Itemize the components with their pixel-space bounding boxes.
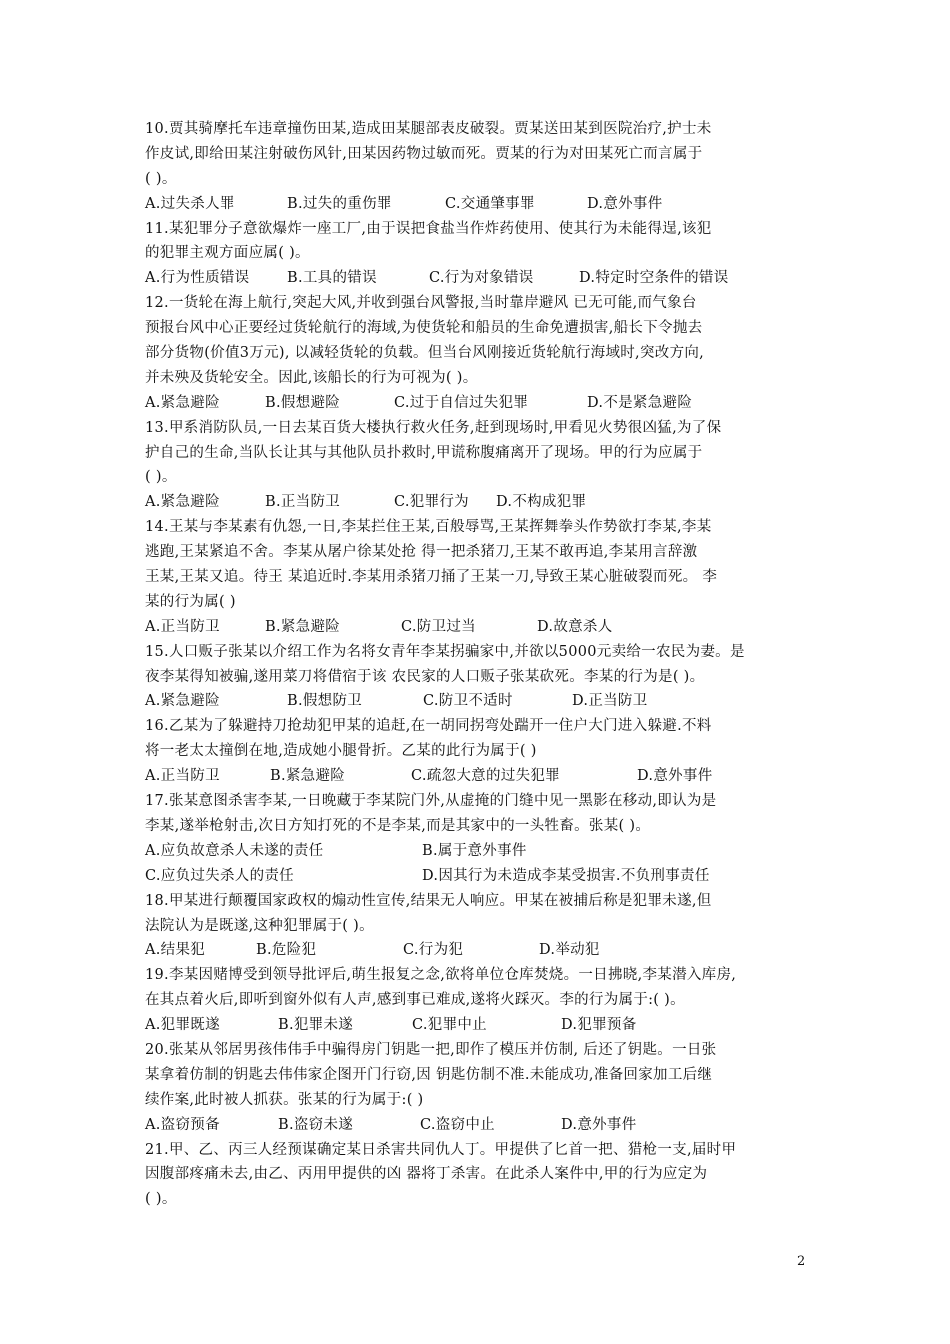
answer-option: A.正当防卫 bbox=[145, 768, 220, 785]
answer-option: A.结果犯 bbox=[145, 942, 206, 959]
question-text-line: 某的行为属( ) bbox=[145, 593, 236, 610]
question-text-line: 10.贾其骑摩托车违章撞伤田某,造成田某腿部表皮破裂。贾某送田某到医院治疗,护士未 bbox=[145, 121, 712, 137]
answer-option: A.应负故意杀人未遂的责任 bbox=[145, 842, 324, 859]
question-text-line: 将一老太太撞倒在地,造成她小腿骨折。乙某的此行为属于( ) bbox=[145, 743, 537, 760]
question-text-line: 14.王某与李某素有仇怨,一日,李某拦住王某,百般辱骂,王某挥舞拳头作势欲打李某,李某 bbox=[145, 519, 712, 536]
answer-option: B.工具的错误 bbox=[287, 270, 377, 287]
question-block bbox=[145, 963, 805, 1038]
answer-option: C.交通肇事罪 bbox=[445, 195, 535, 212]
question-text-line: ( )。 bbox=[145, 469, 177, 486]
question-text-line: 17.张某意图杀害李某,一日晚藏于李某院门外,从虚掩的门缝中见一黑影在移动,即认为是 bbox=[145, 793, 717, 810]
answer-option: D.不构成犯罪 bbox=[496, 494, 587, 511]
answer-option: C.疏忽大意的过失犯罪 bbox=[411, 768, 560, 785]
answer-options-row bbox=[145, 764, 805, 789]
answer-option: D.因其行为未造成李某受损害.不负刑事责任 bbox=[422, 867, 710, 884]
answer-option: D.犯罪预备 bbox=[561, 1017, 637, 1034]
answer-option: A.过失杀人罪 bbox=[145, 195, 235, 212]
question-block bbox=[145, 217, 805, 292]
answer-options-row bbox=[145, 615, 805, 640]
question-text-line: 16.乙某为了躲避持刀抢劫犯甲某的追赶,在一胡同拐弯处踹开一住户大门进入躲避.不料 bbox=[145, 718, 712, 735]
question-text-line: 法院认为是既遂,这种犯罪属于( )。 bbox=[145, 917, 374, 934]
answer-option: D.举动犯 bbox=[539, 942, 600, 959]
question-text-line: 11.某犯罪分子意欲爆炸一座工厂,由于误把食盐当作炸药使用、使其行为未能得逞,该犯 bbox=[145, 220, 712, 237]
answer-option: B.过失的重伤罪 bbox=[287, 195, 392, 212]
question-text-line: 因腹部疼痛未去,由乙、丙用甲提供的凶 器将丁杀害。在此杀人案件中,甲的行为应定为 bbox=[145, 1166, 708, 1183]
answer-option: D.正当防卫 bbox=[572, 693, 648, 710]
answer-option: C.盗窃中止 bbox=[420, 1116, 495, 1133]
answer-option: D.故意杀人 bbox=[537, 618, 613, 635]
question-text-line: 逃跑,王某紧追不舍。李某从屠户徐某处抢 得一把杀猪刀,王某不敢再追,李某用言辞激 bbox=[145, 544, 698, 561]
answer-option: D.特定时空条件的错误 bbox=[579, 270, 729, 287]
question-text-line: 20.张某从邻居男孩伟伟手中骗得房门钥匙一把,即作了模压并仿制, 后还了钥匙。一日张 bbox=[145, 1041, 717, 1058]
answer-option: A.紧急避险 bbox=[145, 693, 220, 710]
answer-option: C.过于自信过失犯罪 bbox=[394, 394, 529, 411]
answer-options-row bbox=[145, 1013, 805, 1038]
question-text-line: 护自己的生命,当队长让其与其他队员扑救时,甲谎称腹痛离开了现场。甲的行为应属于 bbox=[145, 444, 703, 461]
question-text-line: ( )。 bbox=[145, 170, 177, 187]
question-text-line: 19.李某因赌博受到领导批评后,萌生报复之念,欲将单位仓库焚烧。一日拂晓,李某潜入库房, bbox=[145, 967, 737, 984]
answer-option: C.应负过失杀人的责任 bbox=[145, 867, 294, 884]
question-text-line: 某拿着仿制的钥匙去伟伟家企图开门行窃,因 钥匙仿制不准.未能成功,准备回家加工后继 bbox=[145, 1066, 713, 1083]
answer-options-row bbox=[145, 1113, 805, 1138]
answer-options-row bbox=[145, 839, 805, 864]
question-text-line: 夜李某得知被骗,遂用菜刀将借宿于该 农民家的人口贩子张某砍死。李某的行为是( )。 bbox=[145, 668, 705, 685]
answer-options-row bbox=[145, 192, 805, 217]
answer-options-row bbox=[145, 490, 805, 515]
answer-options-row bbox=[145, 266, 805, 291]
question-block bbox=[145, 789, 805, 889]
question-block bbox=[145, 714, 805, 789]
question-text-line: 并未殃及货轮安全。因此,该船长的行为可视为( )。 bbox=[145, 369, 478, 386]
question-text-line: 15.人口贩子张某以介绍工作为名将女青年李某拐骗家中,并欲以5000元卖给一农民为妻。是 bbox=[145, 643, 745, 660]
answer-option: D.意外事件 bbox=[637, 768, 713, 785]
answer-option: A.紧急避险 bbox=[145, 394, 220, 411]
question-text-line: 部分货物(价值3万元), 以减轻货轮的负载。但当台风刚接近货轮航行海域时,突改方向, bbox=[145, 345, 705, 362]
answer-options-row bbox=[145, 938, 805, 963]
question-text-line: 续作案,此时被人抓获。张某的行为属于:( ) bbox=[145, 1091, 424, 1108]
question-block bbox=[145, 640, 805, 715]
answer-option: D.意外事件 bbox=[561, 1116, 637, 1133]
answer-option: B.假想防卫 bbox=[287, 693, 363, 710]
answer-option: C.犯罪中止 bbox=[412, 1017, 487, 1034]
answer-option: B.正当防卫 bbox=[265, 494, 341, 511]
answer-options-row bbox=[145, 391, 805, 416]
answer-option: C.防卫过当 bbox=[401, 618, 476, 635]
answer-option: D.意外事件 bbox=[587, 195, 663, 212]
answer-option: C.行为犯 bbox=[403, 942, 464, 959]
answer-option: B.属于意外事件 bbox=[422, 842, 527, 859]
question-text-line: 21.甲、乙、丙三人经预谋确定某日杀害共同仇人丁。甲提供了匕首一把、猎枪一支,届时甲 bbox=[145, 1141, 737, 1158]
answer-option: A.行为性质错误 bbox=[145, 270, 250, 287]
question-block bbox=[145, 515, 805, 639]
question-text-line: 12.一货轮在海上航行,突起大风,并收到强台风警报,当时靠岸避风 已无可能,而气象台 bbox=[145, 295, 697, 312]
answer-option: B.盗窃未遂 bbox=[278, 1116, 354, 1133]
question-block bbox=[145, 117, 805, 217]
answer-option: D.不是紧急避险 bbox=[587, 394, 693, 411]
answer-option: A.犯罪既遂 bbox=[145, 1017, 220, 1034]
question-text-line: 的犯罪主观方面应属( )。 bbox=[145, 245, 310, 262]
question-text-line: 作皮试,即给田某注射破伤风针,田某因药物过敏而死。贾某的行为对田某死亡而言属于 bbox=[145, 145, 703, 162]
question-block bbox=[145, 291, 805, 415]
question-block bbox=[145, 416, 805, 516]
question-text-line: 王某,王某又追。待王 某追近时.李某用杀猪刀捅了王某一刀,导致王某心脏破裂而死。 李 bbox=[145, 569, 718, 586]
answer-option: B.假想避险 bbox=[265, 394, 341, 411]
answer-option: B.紧急避险 bbox=[265, 618, 341, 635]
answer-option: A.盗窃预备 bbox=[145, 1116, 220, 1133]
question-text-line: 李某,遂举枪射击,次日方知打死的不是李某,而是其家中的一头牲畜。张某( )。 bbox=[145, 817, 651, 834]
answer-option: B.紧急避险 bbox=[270, 768, 346, 785]
answer-option: B.危险犯 bbox=[256, 942, 317, 959]
question-block bbox=[145, 1038, 805, 1138]
answer-option: A.紧急避险 bbox=[145, 494, 220, 511]
question-text-line: 13.甲系消防队员,一日去某百货大楼执行救火任务,赶到现场时,甲看见火势很凶猛,为了保 bbox=[145, 419, 722, 436]
question-text-line: 预报台风中心正要经过货轮航行的海域,为使货轮和船员的生命免遭损害,船长下令抛去 bbox=[145, 320, 703, 337]
document-body bbox=[145, 117, 805, 1212]
answer-option: A.正当防卫 bbox=[145, 618, 220, 635]
page-number: 2 bbox=[797, 1254, 806, 1269]
answer-options-row bbox=[145, 864, 805, 889]
question-text-line: 在其点着火后,即听到窗外似有人声,感到事已难成,遂将火踩灭。李的行为属于:( )。 bbox=[145, 992, 685, 1009]
question-text-line: 18.甲某进行颠覆国家政权的煽动性宣传,结果无人响应。甲某在被捕后称是犯罪未遂,但 bbox=[145, 892, 712, 909]
question-block bbox=[145, 889, 805, 964]
answer-option: C.防卫不适时 bbox=[423, 693, 513, 710]
answer-option: C.犯罪行为 bbox=[394, 494, 469, 511]
answer-option: B.犯罪未遂 bbox=[278, 1017, 354, 1034]
answer-option: C.行为对象错误 bbox=[429, 270, 534, 287]
question-block bbox=[145, 1138, 805, 1213]
answer-options-row bbox=[145, 689, 805, 714]
question-text-line: ( )。 bbox=[145, 1191, 177, 1208]
